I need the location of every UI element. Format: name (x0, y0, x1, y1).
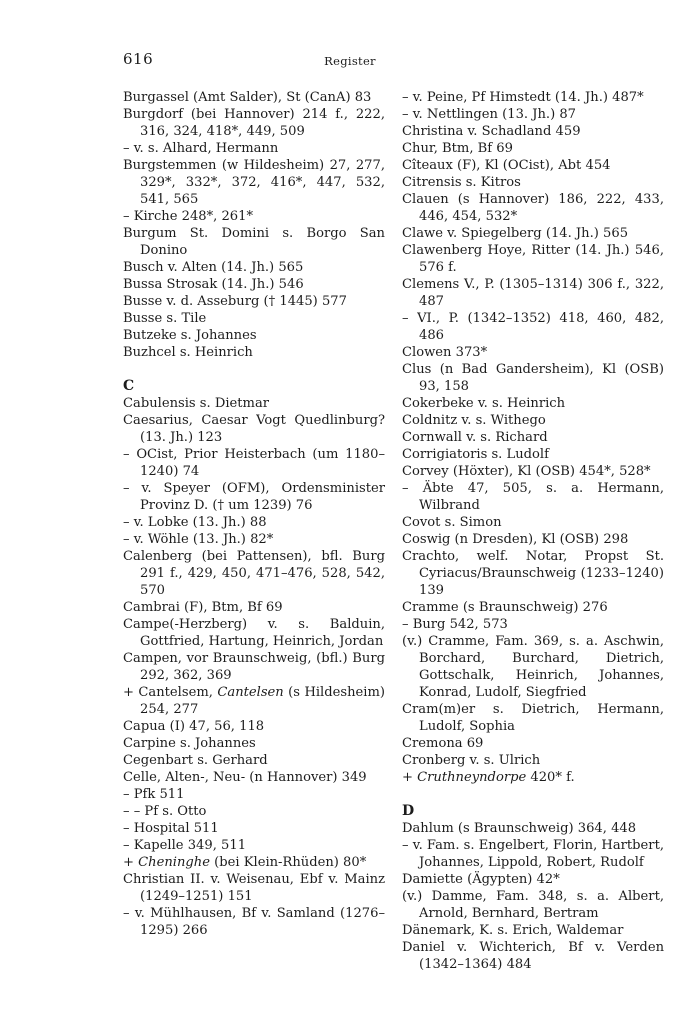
index-entry: – v. Nettlingen (13. Jh.) 87 (402, 107, 577, 122)
entry-suffix: 420* f. (526, 770, 575, 785)
index-entry: Caesarius, Caesar Vogt Quedlinburg? (13. Jh.) 123 (123, 413, 385, 445)
entry-prefix: + Cantelsem, (123, 685, 218, 700)
index-entry: – v. Peine, Pf Himstedt (14. Jh.) 487* (402, 90, 644, 105)
index-entry: Cîteaux (F), Kl (OCist), Abt 454 (402, 158, 611, 173)
section-heading-d: D (402, 803, 415, 819)
index-entry: – VI., P. (1342–1352) 418, 460, 482, 486 (402, 311, 664, 343)
index-entry: Celle, Alten-, Neu- (n Hannover) 349 (123, 770, 367, 785)
index-entry: Dänemark, K. s. Erich, Waldemar (402, 923, 624, 938)
index-entry: Clawe v. Spiegelberg (14. Jh.) 565 (402, 226, 629, 241)
index-entry: Clauen (s Hannover) 186, 222, 433, 446, 454, 532* (402, 192, 664, 224)
index-entry: – Kapelle 349, 511 (123, 838, 247, 853)
index-entry: Capua (I) 47, 56, 118 (123, 719, 265, 734)
entry-prefix: + (402, 770, 418, 785)
index-entry: Coswig (n Dresden), Kl (OSB) 298 (402, 532, 629, 547)
index-entry: – Äbte 47, 505, s. a. Hermann, Wilbrand (402, 481, 664, 513)
index-entry: Carpine s. Johannes (123, 736, 256, 751)
index-entry: – v. Wöhle (13. Jh.) 82* (123, 532, 274, 547)
entry-suffix: (s Hildesheim) 254, 277 (140, 685, 385, 717)
entry-list (123, 718, 385, 854)
index-entry: Burgum St. Domini s. Borgo San Donino (123, 226, 385, 258)
index-entry: Burgdorf (bei Hannover) 214 f., 222, 316, 324, 418*, 449, 509 (123, 107, 385, 139)
index-entry: Cronberg v. s. Ulrich (402, 753, 541, 768)
index-entry: Campe(-Herzberg) v. s. Balduin, Gottfried, Hartung, Heinrich, Jordan (123, 617, 385, 649)
index-entry: Daniel v. Wichterich, Bf v. Verden (1342–1364) 484 (402, 940, 664, 972)
index-entry: Busse s. Tile (123, 311, 207, 326)
index-entry: Clemens V., P. (1305–1314) 306 f., 322, 487 (402, 277, 664, 309)
index-entry: Calenberg (bei Pattensen), bfl. Burg 291 f., 429, 450, 471–476, 528, 542, 570 (123, 549, 385, 598)
left-column (123, 89, 385, 939)
index-entry: Cram(m)er s. Dietrich, Hermann, Ludolf, Sophia (402, 702, 664, 734)
index-entry: Bussa Strosak (14. Jh.) 546 (123, 277, 304, 292)
index-entry: Cokerbeke v. s. Heinrich (402, 396, 566, 411)
section-heading-c: C (123, 378, 135, 394)
index-entry: Cremona 69 (402, 736, 484, 751)
index-entry: Clus (n Bad Gandersheim), Kl (OSB) 93, 158 (402, 362, 664, 394)
index-entry: Christina v. Schadland 459 (402, 124, 581, 139)
index-entry: Burgassel (Amt Salder), St (CanA) 83 (123, 90, 372, 105)
index-entry: – Pfk 511 (123, 787, 185, 802)
index-entry: – v. Speyer (OFM), Ordensminister Provinz D. († um 1239) 76 (123, 481, 385, 513)
index-entry: Damiette (Ägypten) 42* (402, 872, 560, 887)
index-entry: – Hospital 511 (123, 821, 219, 836)
right-column (402, 89, 664, 973)
index-entry: Clawenberg Hoye, Ritter (14. Jh.) 546, 576 f. (402, 243, 664, 275)
index-entry: Butzeke s. Johannes (123, 328, 257, 343)
index-entry: Covot s. Simon (402, 515, 502, 530)
index-entry: Coldnitz v. s. Withego (402, 413, 546, 428)
index-entry: – v. Fam. s. Engelbert, Florin, Hartbert, Johannes, Lippold, Robert, Rudolf (402, 838, 664, 870)
index-entry: Chur, Btm, Bf 69 (402, 141, 513, 156)
entry-list (123, 871, 385, 939)
entry-italic-name: Cantelsen (217, 685, 284, 700)
index-entry: Clowen 373* (402, 345, 488, 360)
index-entry: – Kirche 248*, 261* (123, 209, 254, 224)
index-entry: Cabulensis s. Dietmar (123, 396, 270, 411)
index-entry: Busch v. Alten (14. Jh.) 565 (123, 260, 304, 275)
entry-prefix: + (123, 855, 139, 870)
index-entry: – OCist, Prior Heisterbach (um 1180–1240) 74 (123, 447, 385, 479)
entry-list (123, 89, 385, 361)
index-entry: Corrigiatoris s. Ludolf (402, 447, 549, 462)
entry-list (402, 89, 664, 769)
page-number: 616 (123, 50, 154, 68)
index-entry: – Burg 542, 573 (402, 617, 508, 632)
index-entry-cantelsem (123, 684, 385, 718)
index-entry: Burgstemmen (w Hildesheim) 27, 277, 329*, 332*, 372, 416*, 447, 532, 541, 565 (123, 158, 385, 207)
index-entry: Cegenbart s. Gerhard (123, 753, 268, 768)
index-entry-cruthneyndorpe (402, 769, 664, 786)
index-entry: – v. s. Alhard, Hermann (123, 141, 279, 156)
index-entry: (v.) Damme, Fam. 348, s. a. Albert, Arnold, Bernhard, Bertram (402, 889, 664, 921)
entry-list (402, 820, 664, 973)
index-entry: Dahlum (s Braunschweig) 364, 448 (402, 821, 637, 836)
index-entry: Cambrai (F), Btm, Bf 69 (123, 600, 283, 615)
entry-list (123, 395, 385, 684)
index-entry: Buzhcel s. Heinrich (123, 345, 253, 360)
index-entry: Christian II. v. Weisenau, Ebf v. Mainz (1249–1251) 151 (123, 872, 385, 904)
index-entry: Cornwall v. s. Richard (402, 430, 548, 445)
entry-italic-name: Cruthneyndorpe (417, 770, 527, 785)
entry-suffix: (bei Klein-Rhüden) 80* (209, 855, 367, 870)
running-head: Register (324, 54, 376, 68)
index-entry-cheninghe (123, 854, 385, 871)
index-entry: Corvey (Höxter), Kl (OSB) 454*, 528* (402, 464, 651, 479)
index-entry: Citrensis s. Kitros (402, 175, 521, 190)
index-entry: (v.) Cramme, Fam. 369, s. a. Aschwin, Borchard, Burchard, Dietrich, Gottschalk, Heinrich, Johannes, Konrad, Ludolf, Siegfried (402, 634, 664, 700)
index-entry: Campen, vor Braunschweig, (bfl.) Burg 292, 362, 369 (123, 651, 385, 683)
index-entry: – – Pf s. Otto (123, 804, 207, 819)
index-entry: Cramme (s Braunschweig) 276 (402, 600, 608, 615)
index-entry: – v. Mühlhausen, Bf v. Samland (1276–1295) 266 (123, 906, 385, 938)
entry-italic-name: Cheninghe (138, 855, 210, 870)
index-entry: Crachto, welf. Notar, Propst St. Cyriacus/Braunschweig (1233–1240) 139 (402, 549, 664, 598)
index-entry: Busse v. d. Asseburg († 1445) 577 (123, 294, 347, 309)
index-entry: – v. Lobke (13. Jh.) 88 (123, 515, 267, 530)
